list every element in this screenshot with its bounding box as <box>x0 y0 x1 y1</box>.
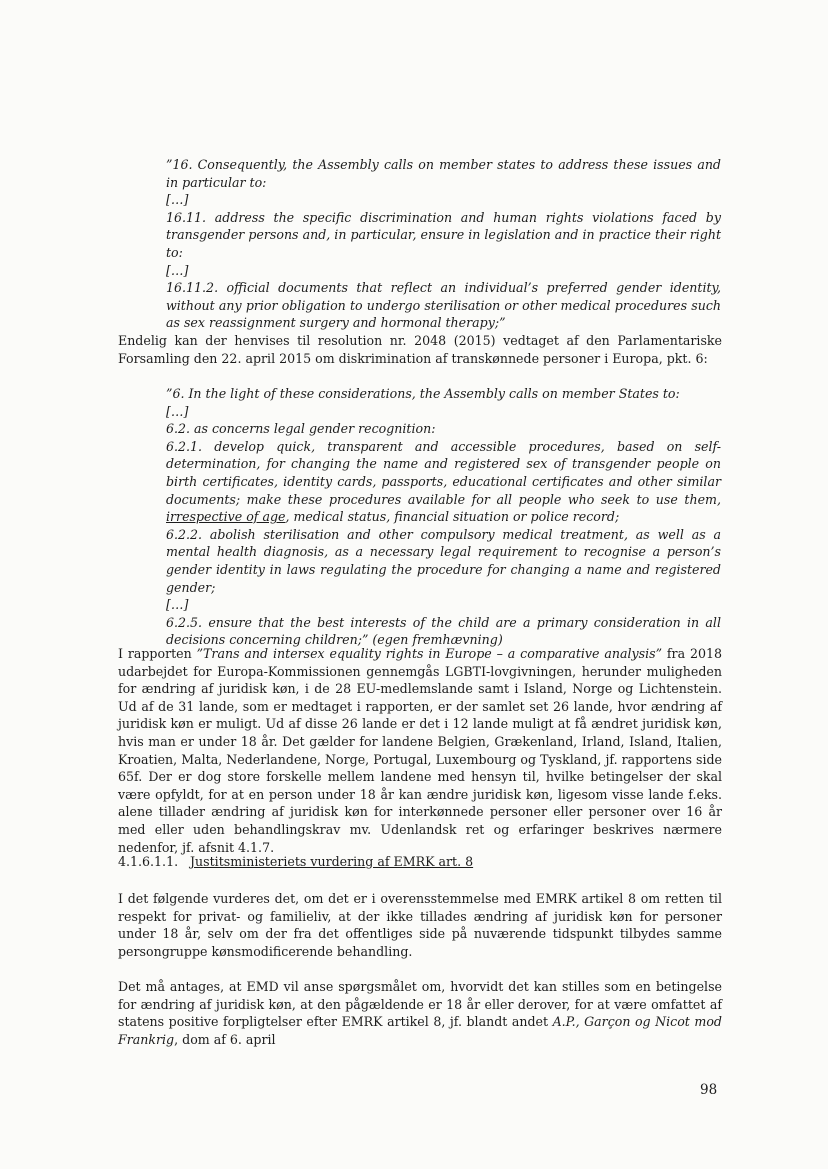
section-heading <box>118 853 473 871</box>
emphasis-underlined: irrespective of age <box>166 509 286 525</box>
case-name: A.P., Garçon og Nicot mod Frankrig <box>118 1014 722 1047</box>
paragraph-report: I rapporten ”Trans and intersex equality rights in Europe – a comparative analysis” fra 2018 udarbejdet for Europa-Kommissionen gennemgås LGBTI-lovgivningen, herunder muligheden for ændring af juridisk køn, i de 28 EU-medlemslande samt i Island, Norge og Lichtenstein. Ud af de 31 lande, som er medtaget i rapporten, er der samlet set 26 lande, hvor ændring af juridisk køn er muligt. Ud af disse 26 lande er det i 12 lande muligt at få ændret juridisk køn, hvis man er under 18 år. Det gælder for landene Belgien, Grækenland, Irland, Island, Italien, Kroatien, Malta, Nederlandene, Norge, Portugal, Luxembourg og Tyskland, jf. rapportens side 65f. Der er dog store forskelle mellem landene med hensyn til, hvilke betingelser der skal være opfyldt, for at en person under 18 år kan ændre juridisk køn, ligesom visse lande f.eks. alene tillader ændring af juridisk køn for interkønnede personer eller personer over 16 år med eller uden behandlingskrav mv. Udenlandsk ret og erfaringer beskrives nærmere nedenfor, jf. afsnit 4.1.7. <box>118 646 723 855</box>
quote-line: 6.2.5. ensure that the best interests of the child are a primary consideration in all decisions concerning children;” (egen fremhævning) <box>166 614 721 648</box>
quote-resolution-16 <box>166 156 721 332</box>
quote-line: 16.11. address the specific discrimination and human rights violations faced by transgender persons and, in particular, ensure in legislation and in practice their right to: <box>166 209 721 260</box>
quote-line: ”6. In the light of these considerations, the Assembly calls on member States to: <box>166 386 680 401</box>
quote-ellipsis: […] <box>166 597 189 613</box>
report-title: ”Trans and intersex equality rights in Europe – a comparative analysis” <box>196 646 663 661</box>
section-number: 4.1.6.1.1. <box>118 854 179 869</box>
quote-ellipsis: […] <box>166 403 189 419</box>
quote-line: 6.2. as concerns legal gender recognition: <box>166 421 436 437</box>
quote-line: ”16. Consequently, the Assembly calls on member states to address these issues and in particular to: <box>166 157 721 190</box>
paragraph-assessment: I det følgende vurderes det, om det er i overensstemmelse med EMRK artikel 8 om retten til respekt for privat- og familieliv, at der ikke tillades ændring af juridisk køn for personer under 18 år, selv om der fra det offentliges side på nuværende tidspunkt tilbydes samme persongruppe kønsmodificerende behandling. <box>118 891 722 959</box>
paragraph-resolution-reference: Endelig kan der henvises til resolution nr. 2048 (2015) vedtaget af den Parlamentariske Forsamling den 22. april 2015 om diskrimination af transkønnede personer i Europa, pkt. 6: <box>118 333 722 366</box>
quote-line: 16.11.2. official documents that reflect an individual’s preferred gender identity, without any prior obligation to undergo sterilisation or other medical procedures such as sex reassignment surgery and hormonal therapy;” <box>166 280 721 331</box>
quote-resolution-6 <box>166 385 721 649</box>
quote-ellipsis: […] <box>166 192 189 208</box>
page-number: 98 <box>700 1082 718 1098</box>
section-title: Justitsministeriets vurdering af EMRK art. 8 <box>190 854 474 869</box>
quote-line: 6.2.2. abolish sterilisation and other compulsory medical treatment, as well as a mental health diagnosis, as a necessary legal requirement to recognise a person’s gender identity in laws regulating the procedure for changing a name and registered gender; <box>166 526 721 595</box>
paragraph-emd: Det må antages, at EMD vil anse spørgsmålet om, hvorvidt det kan stilles som en betingelse for ændring af juridisk køn, at den pågældende er 18 år eller derover, for at være omfattet af statens positive forpligtelser efter EMRK artikel 8, jf. blandt andet A.P., Garçon og Nicot mod Frankrig, dom af 6. april <box>118 979 722 1047</box>
quote-ellipsis: […] <box>166 262 189 278</box>
quote-line: 6.2.1. develop quick, transparent and accessible procedures, based on self-determination, for changing the name and registered sex of transgender people on birth certificates, identity cards, passports, educational certificates and other similar documents; make these procedures available for all people who seek to use them, irrespective of age, medical status, financial situation or police record; <box>166 438 721 525</box>
